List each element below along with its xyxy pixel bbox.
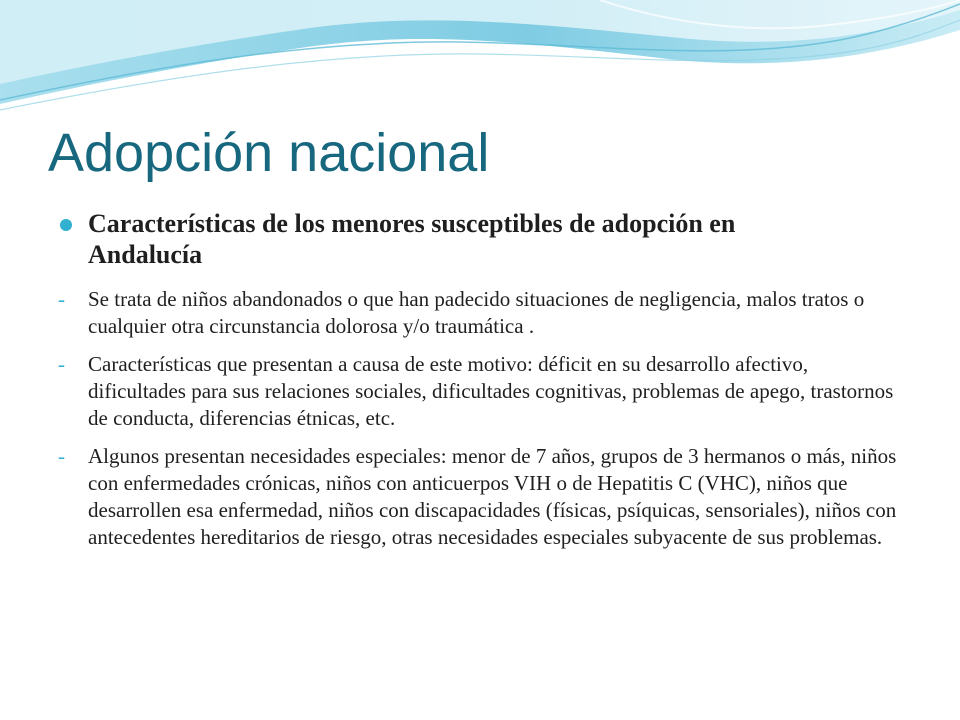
bullet-dot-icon xyxy=(60,219,72,231)
slide-title: Adopción nacional xyxy=(48,123,490,183)
heading-bullet xyxy=(0,208,788,270)
heading-bullet-text: Características de los menores susceptibles de adopción en Andalucía xyxy=(88,209,736,269)
sub-item-text: Características que presentan a causa de este motivo: déficit en su desarrollo afectivo, dificultades para sus relaciones sociales, dificultades cognitivas, problemas de apego, trastornos de conducta, diferencias étnicas, etc. xyxy=(88,352,894,430)
sub-item-text: Se trata de niños abandonados o que han padecido situaciones de negligencia, malos tratos o cualquier otra circunstancia dolorosa y/o traumática . xyxy=(88,287,865,338)
dash-icon: - xyxy=(58,352,65,376)
dash-icon: - xyxy=(58,444,65,468)
sub-item-text: Algunos presentan necesidades especiales: menor de 7 años, grupos de 3 hermanos o más, niños con enfermedades crónicas, niños con anticuerpos VIH o de Hepatitis C (VHC), niños que desarrollen esa enfermedad, niños con discapacidades (físicas, psíquicas, sensoriales), niños con antecedentes hereditarios de riesgo, otras necesidades especiales subyacente de sus problemas. xyxy=(88,444,897,549)
header-wave-decoration xyxy=(0,0,960,120)
sub-item xyxy=(0,443,908,551)
dash-icon: - xyxy=(58,287,65,311)
sub-item xyxy=(0,286,908,340)
slide-content xyxy=(0,208,960,551)
sub-item xyxy=(0,351,908,432)
